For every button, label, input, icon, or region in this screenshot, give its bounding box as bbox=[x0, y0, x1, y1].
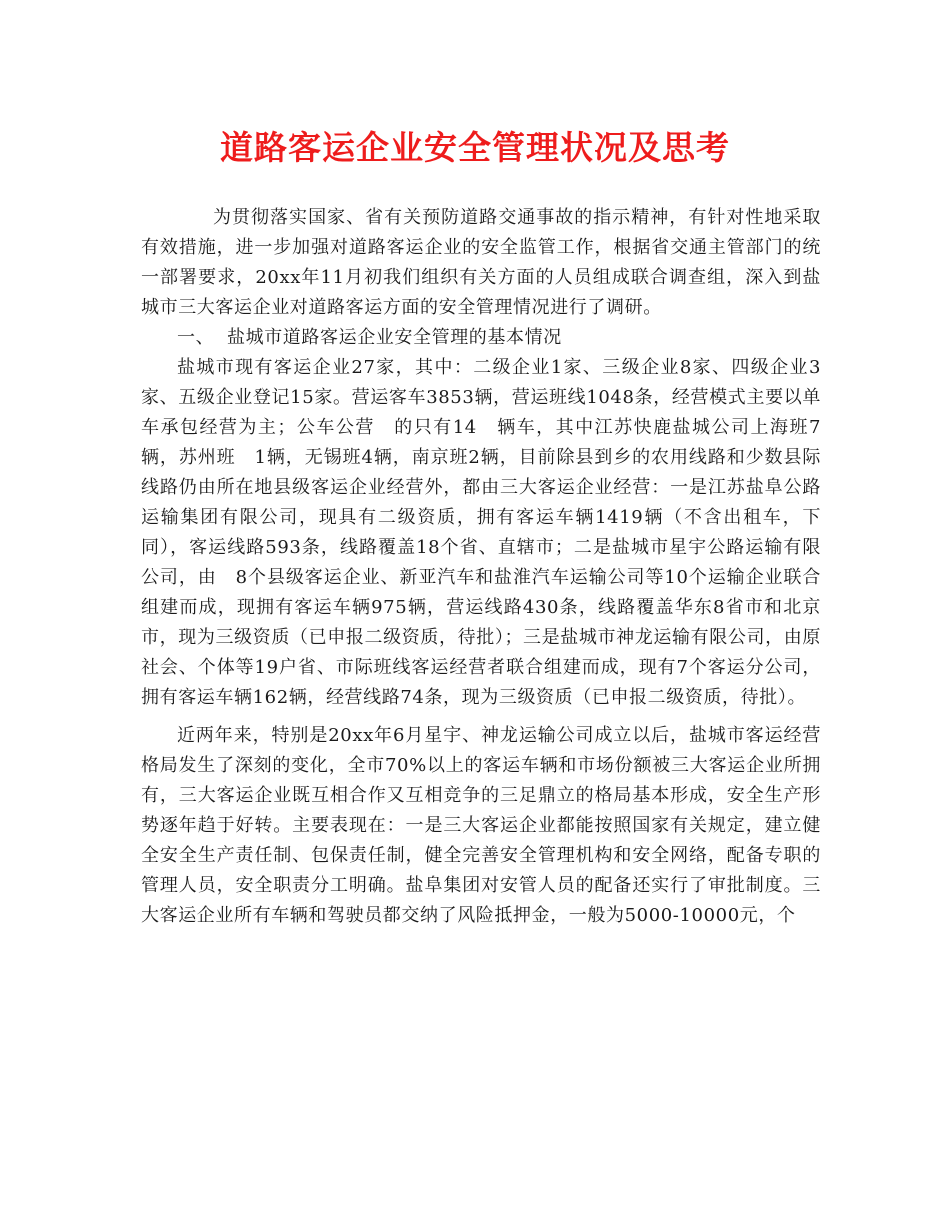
body-paragraph-1: 盐城市现有客运企业27家，其中：二级企业1家、三级企业8家、四级企业3家、五级企业登记15家。营运客车3853辆，营运班线1048条，经营模式主要以单车承包经营为主；公车公营 的只有14 辆车，其中江苏快鹿盐城公司上海班7辆，苏州班 1辆，无锡班4辆，南京班2辆，目前除县到乡的农用线路和少数县际线路仍由所在地县级客运企业经营外，都由三大客运企业经营：一是江苏盐阜公路运输集团有限公司，现具有二级资质，拥有客运车辆1419辆（不含出租车，下同），客运线路593条，线路覆盖18个省、直辖市；二是盐城市星宇公路运输有限公司，由 8个县级客运企业、新亚汽车和盐淮汽车运输公司等10个运输企业联合组建而成，现拥有客运车辆975辆，营运线路430条，线路覆盖华东8省市和北京市，现为三级资质（已申报二级资质，待批）；三是盐城市神龙运输有限公司，由原社会、个体等19户省、市际班线客运经营者联合组建而成，现有7个客运分公司，拥有客运车辆162辆，经营线路74条，现为三级资质（已申报二级资质，待批）。 bbox=[141, 357, 821, 708]
body-paragraph-2: 近两年来，特别是20xx年6月星宇、神龙运输公司成立以后，盐城市客运经营格局发生了深刻的变化，全市70%以上的客运车辆和市场份额被三大客运企业所拥有，三大客运企业既互相合作又互相竞争的三足鼎立的格局基本形成，安全生产形势逐年趋于好转。主要表现在：一是三大客运企业都能按照国家有关规定，建立健全安全生产责任制、包保责任制，健全完善安全管理机构和安全网络，配备专职的管理人员，安全职责分工明确。盐阜集团对安管人员的配备还实行了审批制度。三大客运企业所有车辆和驾驶员都交纳了风险抵押金，一般为5000-10000元，个 bbox=[141, 725, 821, 926]
section-heading-text: 盐城市道路客运企业安全管理的基本情况 bbox=[227, 327, 562, 348]
section-number: 一、 bbox=[177, 327, 215, 348]
intro-paragraph: 为贯彻落实国家、省有关预防道路交通事故的指示精神，有针对性地采取有效措施，进一步加强对道路客运企业的安全监管工作，根据省交通主管部门的统一部署要求，20xx年11月初我们组织有关方面的人员组成联合调查组，深入到盐城市三大客运企业对道路客运方面的安全管理情况进行了调研。 bbox=[141, 207, 821, 318]
document-body bbox=[141, 203, 821, 931]
section-heading bbox=[141, 323, 821, 353]
document-title: 道路客运企业安全管理状况及思考 bbox=[220, 128, 730, 167]
